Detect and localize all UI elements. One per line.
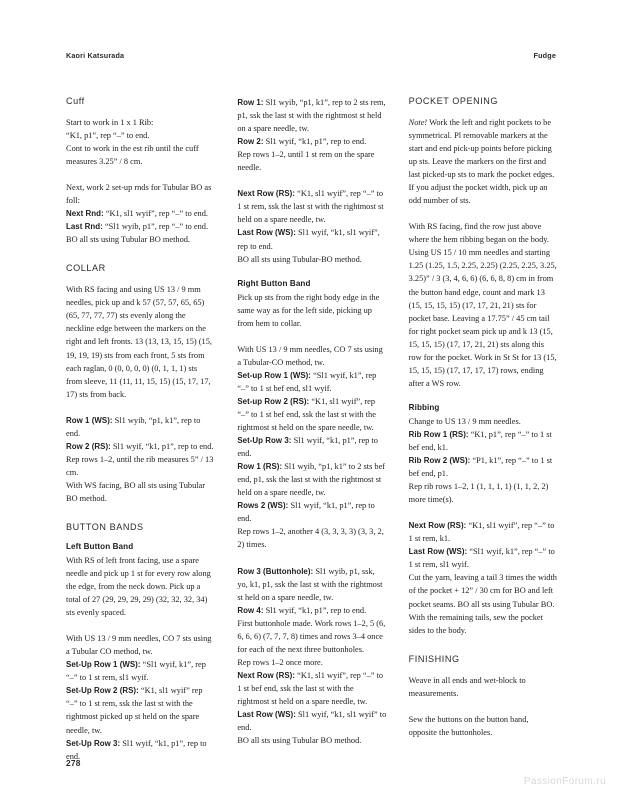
body-paragraph: Rep rows 1–2, another 4 (3, 3, 3, 3) (3, 3, 2, 2) times. [237, 527, 384, 550]
body-paragraph: “K1, p1”, rep “–” to end. [66, 130, 150, 140]
body-paragraph: Change to US 13 / 9 mm needles. [408, 416, 521, 426]
paragraph-spacer [237, 330, 386, 343]
body-paragraph: Last Row (WS): Sl1 wyif, “k1, sl1 wyif” to end. [237, 710, 387, 733]
paragraph-spacer [66, 401, 215, 414]
body-paragraph: BO all sts using Tubular-BO method. [237, 254, 362, 264]
row-label: Set-up Row 2 (RS): [237, 396, 310, 406]
row-label: Row 2 (RS): [66, 441, 111, 451]
body-paragraph: Set-Up Row 2 (RS): “K1, sl1 wyif” rep “–” to 1 st rem, ssk the last st with the rightmost picked up st held on the spare needle, tw. [66, 686, 203, 735]
body-paragraph: Row 1 (WS): Sl1 wyib, “p1, k1”, rep to end. [66, 415, 201, 438]
row-label: Row 3 (Buttonhole): [237, 566, 314, 576]
sub-heading: Right Button Band [237, 278, 311, 288]
note-label: Note! [408, 117, 428, 127]
body-paragraph: Rib Row 1 (RS): “K1, p1”, rep “–” to 1 st bef end, k1. [408, 429, 552, 452]
site-watermark: PassionForum.ru [523, 776, 606, 787]
row-label: Row 1 (WS): [66, 415, 113, 425]
body-paragraph: Cut the yarn, leaving a tail 3 times the width of the pocket + 12” / 30 cm for BO and left pocket seams. BO all sts using Tubular BO. [408, 573, 557, 609]
row-label: Last Rnd: [66, 222, 103, 232]
body-paragraph: Set-Up Row 3: Sl1 wyif, “k1, p1”, rep to end. [237, 436, 378, 459]
paragraph-spacer [66, 505, 215, 522]
row-label: Next Row (RS): [408, 521, 467, 531]
paragraph-spacer [66, 246, 215, 263]
body-paragraph: Cont to work in the est rib until the cuff measures 3.25” / 8 cm. [66, 144, 199, 167]
sub-heading: Left Button Band [66, 541, 134, 551]
column-2 [237, 96, 386, 763]
column-1 [66, 96, 215, 763]
page-number: 278 [66, 758, 81, 768]
body-paragraph: Last Row (WS): “Sl1 wyif, k1”, rep “–” to 1 st rem, sl1 wyif. [408, 547, 555, 570]
body-paragraph: With RS of left front facing, use a spare needle and pick up 1 st for every row along the edge, from the neck down. Pick up a total of 27 (29, 29, 29, 29) (32, 32, 32, 34) sts evenly spaced. [66, 555, 211, 618]
body-paragraph: Rows 2 (WS): Sl1 wyif, “k1, p1”, rep to end. [237, 501, 375, 524]
body-paragraph: Rep rows 1–2, until the rib measures 5” / 13 cm. [66, 454, 214, 477]
body-paragraph: Next Rnd: “K1, sl1 wyif”, rep “–” to end. [66, 209, 208, 219]
running-head [66, 51, 556, 60]
body-paragraph: Row 1 (RS): Sl1 wyib, “p1, k1” to 2 sts bef end, p1, ssk the last st with the rightmost st held on a spare needle, tw. [237, 462, 386, 498]
paragraph-spacer [409, 700, 558, 713]
body-paragraph: Next Row (RS): “K1, sl1 wyif”, rep “–” to 1 st rem, ssk the last st with the rightmost st held on a spare needle, tw. [237, 189, 384, 225]
body-paragraph: Row 1: Sl1 wyib, “p1, k1”, rep to 2 sts rem, p1, ssk the last st with the rightmost st held on a spare needle, tw. [237, 98, 386, 134]
body-paragraph: Row 2: Sl1 wyif, “k1, p1”, rep to end. [237, 137, 367, 147]
row-label: Row 1: [237, 98, 264, 107]
paragraph-spacer [66, 168, 215, 181]
section-heading: POCKET OPENING [408, 96, 499, 106]
running-head-pattern: Fudge [533, 51, 556, 60]
paragraph-spacer [237, 552, 386, 565]
paragraph-spacer [409, 390, 558, 403]
body-paragraph: Next, work 2 set-up rnds for Tubular BO as foll: [66, 183, 212, 206]
row-label: Next Rnd: [66, 209, 104, 219]
body-paragraph: BO all sts using Tubular BO method. [66, 235, 191, 245]
row-label: Row 4: [237, 605, 264, 615]
sub-heading: Ribbing [408, 402, 440, 412]
body-paragraph: Set-up Row 1 (WS): “Sl1 wyif, k1”, rep “–” to 1 st bef end, sl1 wyif. [237, 370, 377, 393]
body-paragraph: Row 3 (Buttonhole): Sl1 wyib, p1, ssk, yo, k1, p1, ssk the last st with the rightmost st held on a spare needle, tw. [237, 566, 383, 602]
row-label: Row 1 (RS): [237, 462, 283, 472]
row-label: Last Row (WS): [408, 547, 468, 557]
body-paragraph: Set-Up Row 3: Sl1 wyif, “k1, p1”, rep to end. [66, 738, 207, 761]
row-label: Set-Up Row 3: [237, 436, 292, 446]
body-paragraph: Row 2 (RS): Sl1 wyif, “k1, p1”, rep to end. [66, 441, 214, 451]
body-paragraph: Last Rnd: “Sl1 wyib, p1”, rep “–” to end. [66, 222, 209, 232]
row-label: Set-Up Row 2 (RS): [66, 686, 139, 696]
body-paragraph: Rib Row 2 (WS): “P1, k1”, rep “–” to 1 st bef end, p1. [408, 456, 553, 479]
body-paragraph: Weave in all ends and wet-block to measurements. [408, 675, 526, 698]
body-paragraph: First buttonhole made. Work rows 1–2, 5 (6, 6, 6, 6) (7, 7, 7, 8) times and rows 3–4 once for each of the next three buttonholes. [237, 618, 386, 654]
column-3 [409, 96, 558, 763]
section-heading: FINISHING [408, 653, 460, 664]
body-paragraph: With RS facing, find the row just above where the hem ribbing began on the body. Using US 15 / 10 mm needles and starting 1.25 (1.25, 1.5, 2.25, 2.25) (2.25, 2.25, 3.25, 3.25)” / 3 (3, 4, 6, 6) (6, 6, 8, 8) cm in from the button band edge, count and mark 13 (15, 15, 15, 15) (17, 17, 21, 21) sts for pocket base. Leaving a 17.75” / 45 cm tail for right pocket seam pick up and k 13 (15, 15, 15, 15) (17, 17, 21, 21) sts along this row for the pocket. Work in St St for 13 (15, 15, 15, 15) (17, 17, 17, 17) rows, ending after a WS row. [408, 222, 557, 388]
paragraph-spacer [409, 207, 558, 220]
section-heading: BUTTON BANDS [66, 522, 144, 533]
row-label: Next Row (RS): [237, 670, 296, 680]
row-label: Last Row (WS): [237, 228, 296, 238]
row-label: Rib Row 1 (RS): [408, 429, 469, 439]
body-paragraph: Start to work in 1 x 1 Rib: [66, 117, 154, 127]
body-paragraph: Rep rib rows 1–2, 1 (1, 1, 1, 1) (1, 1, 2, 2) more time(s). [408, 482, 549, 505]
running-head-author: Kaori Katsurada [66, 51, 125, 60]
paragraph-spacer [66, 619, 215, 632]
row-label: Row 2: [237, 137, 264, 147]
body-paragraph: With the remaining tails, sew the pocket sides to the body. [408, 612, 543, 635]
body-paragraph: Last Row (WS): Sl1 wyif, “k1, sl1 wyif”, rep to end. [237, 228, 380, 251]
paragraph-spacer [409, 637, 558, 654]
body-paragraph: With WS facing, BO all sts using Tubular BO method. [66, 480, 206, 504]
paragraph-spacer [409, 506, 558, 519]
row-label: Next Row (RS): [237, 189, 296, 199]
section-heading: COLLAR [66, 263, 106, 274]
body-paragraph: BO all sts using Tubular BO method. [237, 736, 362, 746]
section-heading: Cuff [66, 96, 85, 106]
row-label: Rows 2 (WS): [237, 501, 289, 511]
body-paragraph: Next Row (RS): “K1, sl1 wyif”, rep “–” to 1 st rem, k1. [408, 521, 555, 544]
paragraph-spacer [237, 266, 386, 279]
body-paragraph: Set-up Row 2 (RS): “K1, sl1 wyif”, rep “–” to 1 st bef end, ssk the last st with the rightmost st held on the spare needle, tw. [237, 396, 376, 433]
body-paragraph: Pick up sts from the right body edge in the same way as for the left side, picking up from hem to collar. [237, 292, 380, 328]
body-paragraph: Sew the buttons on the button band, opposite the buttonholes. [408, 714, 529, 737]
row-label: Last Row (WS): [237, 710, 296, 720]
body-paragraph: With US 13 / 9 mm needles, CO 7 sts using a Tubular-CO method, tw. [237, 344, 383, 367]
row-label: Rib Row 2 (WS): [408, 456, 471, 465]
body-paragraph: Rep rows 1–2 once more. [237, 657, 323, 667]
row-label: Set-Up Row 3: [66, 738, 121, 748]
body-paragraph: With US 13 / 9 mm needles, CO 7 sts using a Tubular CO method, tw. [66, 634, 212, 657]
paragraph-spacer [237, 174, 386, 187]
text-columns [66, 96, 558, 761]
body-paragraph: Set-Up Row 1 (WS): “Sl1 wyif, k1”, rep “–” to 1 st rem, sl1 wyif. [66, 660, 206, 683]
body-paragraph: Next Row (RS): “K1, sl1 wyif”, rep “–” to 1 st bef end, ssk the last st with the rightmost st held on a spare needle, tw. [237, 670, 384, 707]
body-paragraph: With RS facing and using US 13 / 9 mm needles, pick up and k 57 (57, 57, 65, 65) (65, 77, 77, 77) sts evenly along the neckline edge between the markers on the right and left fronts. 13 (13, 13, 15, 15) (15, 19, 19, 19) sts from each front, 5 sts from each raglan, 0 (0, 0, 0, 0) (0, 1, 1, 1) sts from sleeve, 11 (11, 11, 15, 15) (15, 17, 17, 17) sts from back. [66, 285, 212, 399]
row-label: Set-Up Row 1 (WS): [66, 660, 141, 670]
body-paragraph: Row 4: Sl1 wyif, “k1, p1”, rep to end. [237, 605, 367, 615]
body-paragraph: Rep rows 1–2, until 1 st rem on the spare needle. [237, 150, 375, 173]
row-label: Set-up Row 1 (WS): [237, 370, 311, 380]
body-paragraph: Note! Work the left and right pockets to be symmetrical. Pl removable markers at the start and end pick-up points before picking up sts. Leave the markers on the first and last picked-up sts to mark the pocket edges. If you adjust the pocket width, pick up an odd number of sts. [408, 117, 555, 206]
